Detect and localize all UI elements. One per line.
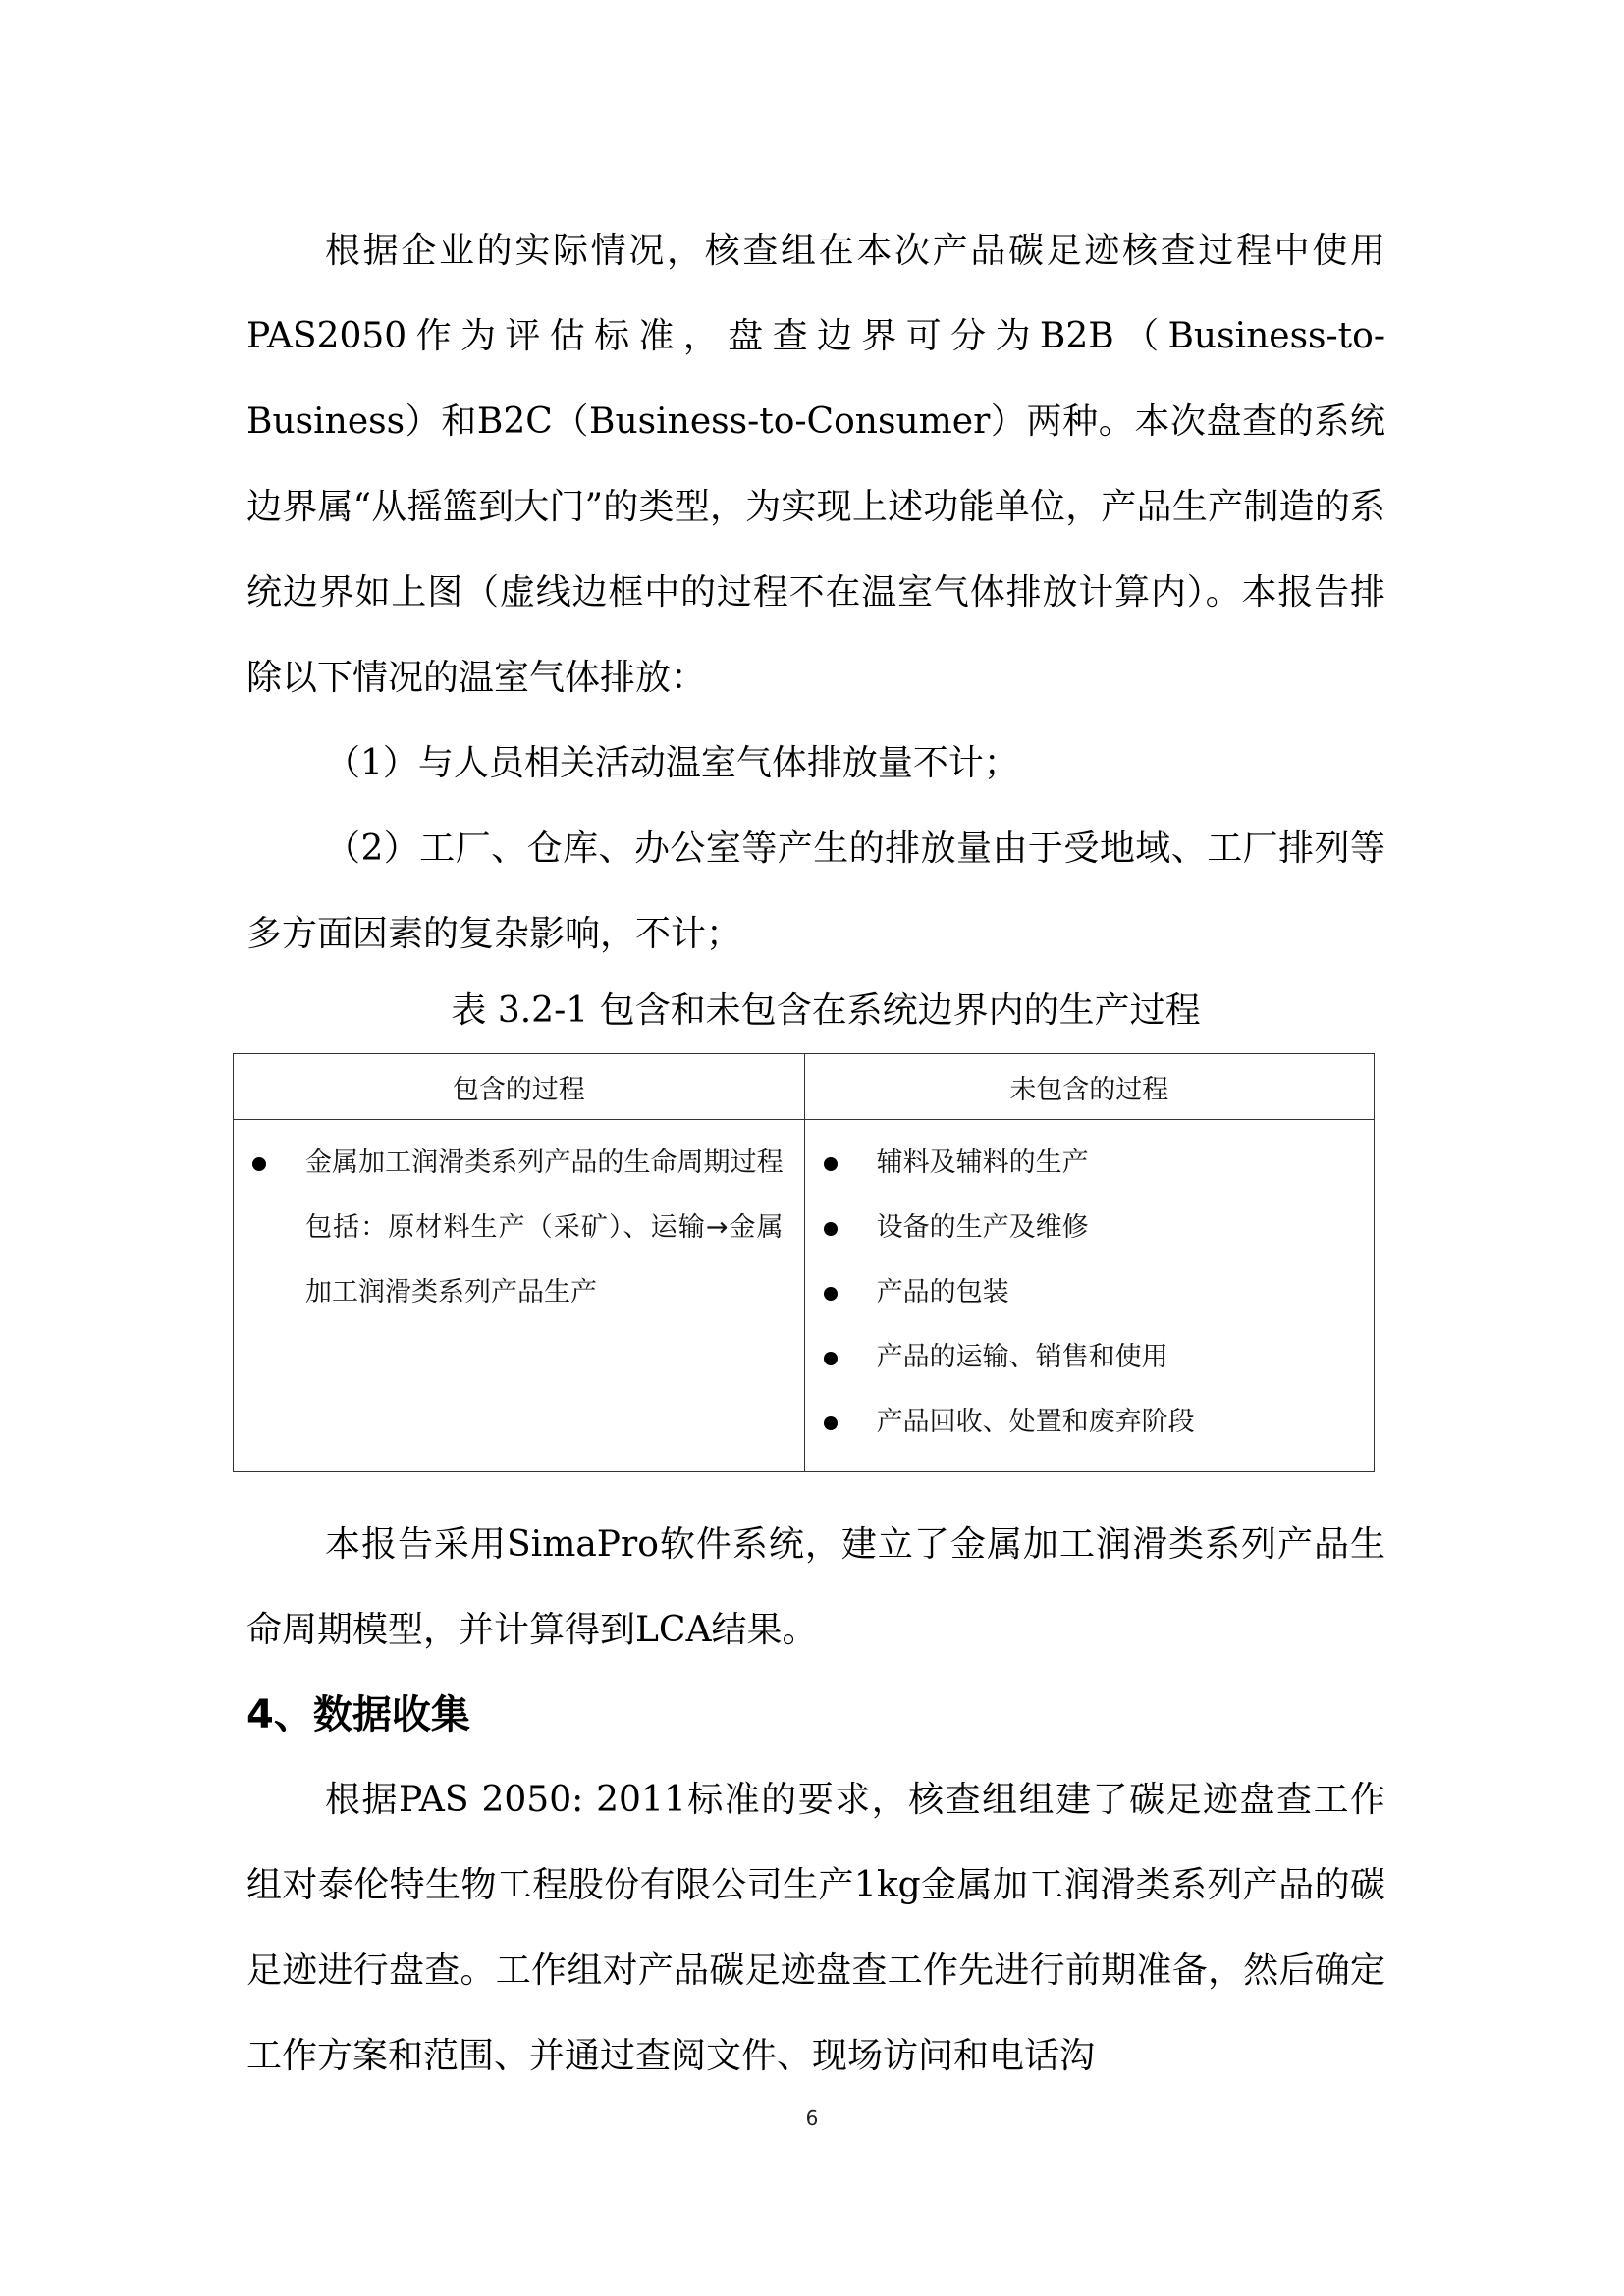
exclusion-item-2: （2）工厂、仓库、办公室等产生的排放量由于受地域、工厂排列等多方面因素的复杂影响，不计； [246,828,1385,954]
bullet-icon [252,1157,266,1171]
page-number: 6 [805,2107,819,2130]
page-content [246,208,1385,2099]
header-excluded: 未包含的过程 [804,1054,1374,1120]
intro-paragraph: 根据企业的实际情况，核查组在本次产品碳足迹核查过程中使用PAS2050作为评估标准，盘查边界可分为B2B（Business-to-Business）和B2C（Business-to-Consumer）两种。本次盘查的系统边界属“从摇篮到大门”的类型，为实现上述功能单位，产品生产制造的系统边界如上图（虚线边框中的过程不在温室气体排放计算内）。本报告排除以下情况的温室气体排放： [246,231,1385,698]
boundary-table [233,1053,1375,1472]
excluded-list [806,1121,1373,1470]
bullet-icon [824,1222,838,1236]
software-paragraph: 本报告采用SimaPro软件系统，建立了金属加工润滑类系列产品生命周期模型，并计算得到LCA结果。 [246,1524,1385,1650]
list-item [806,1390,1373,1455]
excluded-item-text: 辅料及辅料的生产 [876,1148,1089,1178]
included-item-text: 金属加工润滑类系列产品的生命周期过程包括：原材料生产（采矿）、运输→金属加工润滑类系列产品生产 [305,1148,784,1308]
data-collection-paragraph: 根据PAS 2050: 2011标准的要求，核查组组建了碳足迹盘查工作组对泰伦特生物工程股份有限公司生产1kg金属加工润滑类系列产品的碳足迹进行盘查。工作组对产品碳足迹盘查工作先进行前期准备，然后确定工作方案和范围、并通过查阅文件、现场访问和电话沟 [246,1780,1385,2076]
list-item [806,1260,1373,1325]
excluded-item-text: 产品的运输、销售和使用 [876,1342,1168,1372]
bullet-icon [824,1287,838,1301]
exclusion-item-1: （1）与人员相关活动温室气体排放量不计； [325,743,1019,783]
table-row [234,1120,1375,1472]
header-included: 包含的过程 [234,1054,805,1120]
excluded-item-text: 产品的包装 [876,1277,1009,1308]
list-item [806,1131,1373,1196]
bullet-icon [824,1352,838,1365]
table-caption: 表 3.2-1 包含和未包含在系统边界内的生产过程 [451,990,1201,1031]
list-item [806,1325,1373,1390]
excluded-item-text: 设备的生产及维修 [876,1212,1089,1243]
excluded-item-text: 产品回收、处置和废弃阶段 [876,1407,1195,1437]
bullet-icon [824,1416,838,1430]
section-heading: 4、数据收集 [246,1692,470,1737]
included-cell [234,1120,805,1472]
table-header-row [234,1054,1375,1120]
excluded-cell [804,1120,1374,1472]
list-item [806,1196,1373,1260]
bullet-icon [824,1157,838,1171]
included-item [235,1121,803,1341]
